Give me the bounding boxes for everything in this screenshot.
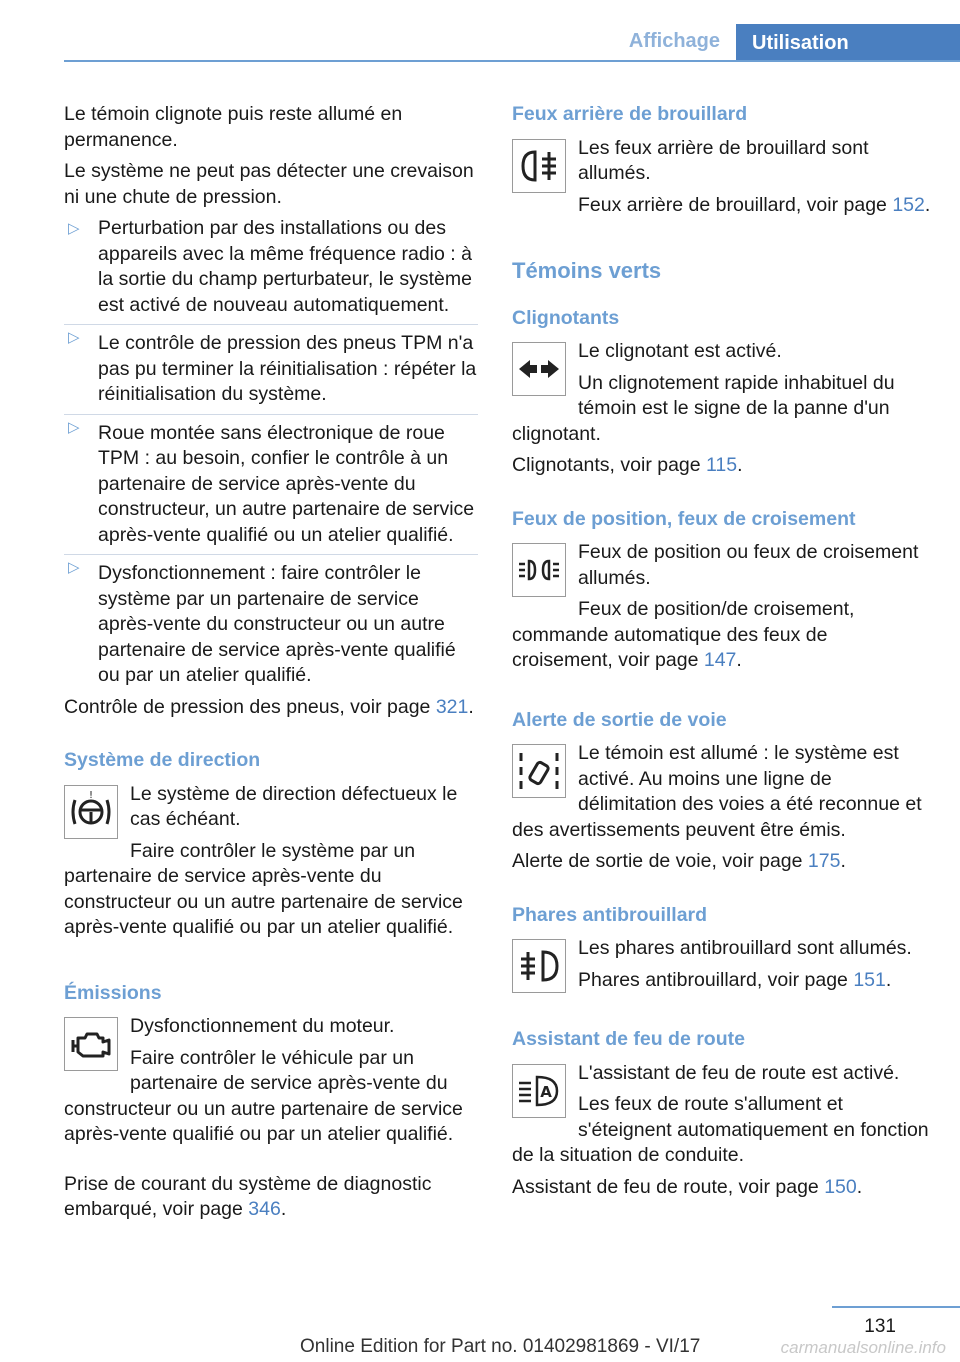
page-link[interactable]: 346 [248,1198,281,1220]
page-number: 131 [864,1316,896,1337]
footer-rule [832,1306,960,1308]
indicator-entry: Le témoin est allumé : le système est activé. Au moins une ligne de délimitation des voies a été reconnue et des avertissements peuvent être émis. [512,742,922,841]
front-fog-light-icon [512,939,566,993]
edition-note: Online Edition for Part no. 01402981869 - VI/17 [300,1336,701,1357]
cross-reference: Alerte de sortie de voie, voir page 175. [512,850,846,872]
list-item: ▷ Perturbation par des installations ou des appareils avec la même fréquence radio : à la sortie du champ perturbateur, le système est activé de nouveau automatiquement. [68,217,472,316]
triangle-bullet-icon: ▷ [68,559,80,576]
page-link[interactable]: 150 [824,1175,857,1198]
triangle-bullet-icon: ▷ [68,220,80,237]
position-light-icon [512,543,566,597]
section-heading: Clignotants [512,306,620,329]
chapter-heading: Témoins verts [512,258,662,283]
section-heading: Phares antibrouillard [512,903,708,926]
left-column [64,102,478,1229]
indicator-entry: Feux de position ou feux de croisement allumés. Feux de position/de croisement, commande automatique des feux de croisement, voir page 147. [512,541,919,671]
list-item: ▷ Dysfonctionnement : faire contrôler le système par un partenaire de service après-vente du constructeur ou un autre partenaire de service après-vente qualifié ou par un atelier qualifié. [64,554,478,689]
list-item: ▷ Roue montée sans électronique de roue TPM : au besoin, confier le contrôle à un partenaire de service après-vente du constructeur, un autre partenaire de service après-vente qualifié ou un atelier qualifié. [64,414,478,549]
indicator-entry: A L'assistant de feu de route est activé. Les feux de route s'allument et s'éteignent automatiquement en fonction de la situation de conduite. [512,1061,929,1166]
header-rule [64,60,960,62]
warning-entry: Dysfonctionnement du moteur. Faire contrôler le véhicule par un partenaire de service après-vente du constructeur ou un autre partenaire de service après-vente qualifié ou par un atelier qualifié. [64,1015,463,1145]
section-heading: Feux arrière de brouillard [512,103,748,125]
page-link[interactable]: 321 [435,695,469,718]
rear-fog-light-icon [512,139,566,193]
indicator-entry: Les phares antibrouillard sont allumés. Phares antibrouillard, voir page 151. [512,936,932,999]
cross-reference: Prise de courant du système de diagnostic embarqué, voir page 346. [64,1172,432,1220]
section-heading: Alerte de sortie de voie [512,708,727,731]
steering-warning-icon [64,785,118,839]
triangle-bullet-icon: ▷ [68,418,80,436]
warning-entry: ! Le système de direction défectueux le cas échéant. Faire contrôler le système par un partenaire de service après-vente du constructeur ou un autre partenaire de service après-vente qualifié ou par un atelier qualifié. [64,782,463,938]
svg-text:!: ! [88,789,94,801]
page-link[interactable]: 175 [807,850,841,872]
section-heading: Émissions [64,981,162,1004]
engine-check-icon [64,1017,118,1071]
high-beam-assist-icon [512,1064,566,1118]
watermark: carmanualsonline.info [780,1338,946,1357]
paragraph: Le système ne peut pas détecter une crevaison ni une chute de pression. [64,160,474,208]
indicator-entry: Les feux arrière de brouillard sont allumés. Feux arrière de brouillard, voir page 152. [512,136,932,225]
page-link[interactable]: 147 [703,649,737,671]
section-heading: Feux de position, feux de croisement [512,507,856,530]
paragraph: Le témoin clignote puis reste allumé en permanence. [64,103,403,151]
page-link[interactable]: 115 [706,454,738,476]
section-heading: Système de direction [64,749,261,771]
svg-text:A: A [540,1082,552,1101]
triangle-bullet-icon: ▷ [68,329,80,346]
indicator-entry: Le clignotant est activé. Un clignotement rapide inhabituel du témoin est le signe de la panne d'un clignotant. [512,340,895,445]
header-chapter: Utilisation [736,24,960,62]
section-heading: Assistant de feu de route [512,1028,745,1050]
list-item: ▷ Le contrôle de pression des pneus TPM n'a pas pu terminer la réinitialisation : répéter la réinitialisation du système. [64,324,478,408]
turn-signal-icon [512,342,566,396]
page-link[interactable]: 151 [853,968,886,991]
page-header [0,24,960,62]
lane-departure-icon [512,744,566,798]
bullet-list [64,216,478,689]
page-link[interactable]: 152 [892,193,925,216]
right-column [512,102,932,1206]
cross-reference: Assistant de feu de route, voir page 150. [512,1175,863,1198]
header-section: Affichage [628,30,720,52]
cross-reference: Clignotants, voir page 115. [512,454,743,476]
cross-reference: Contrôle de pression des pneus, voir page 321. [64,695,474,718]
